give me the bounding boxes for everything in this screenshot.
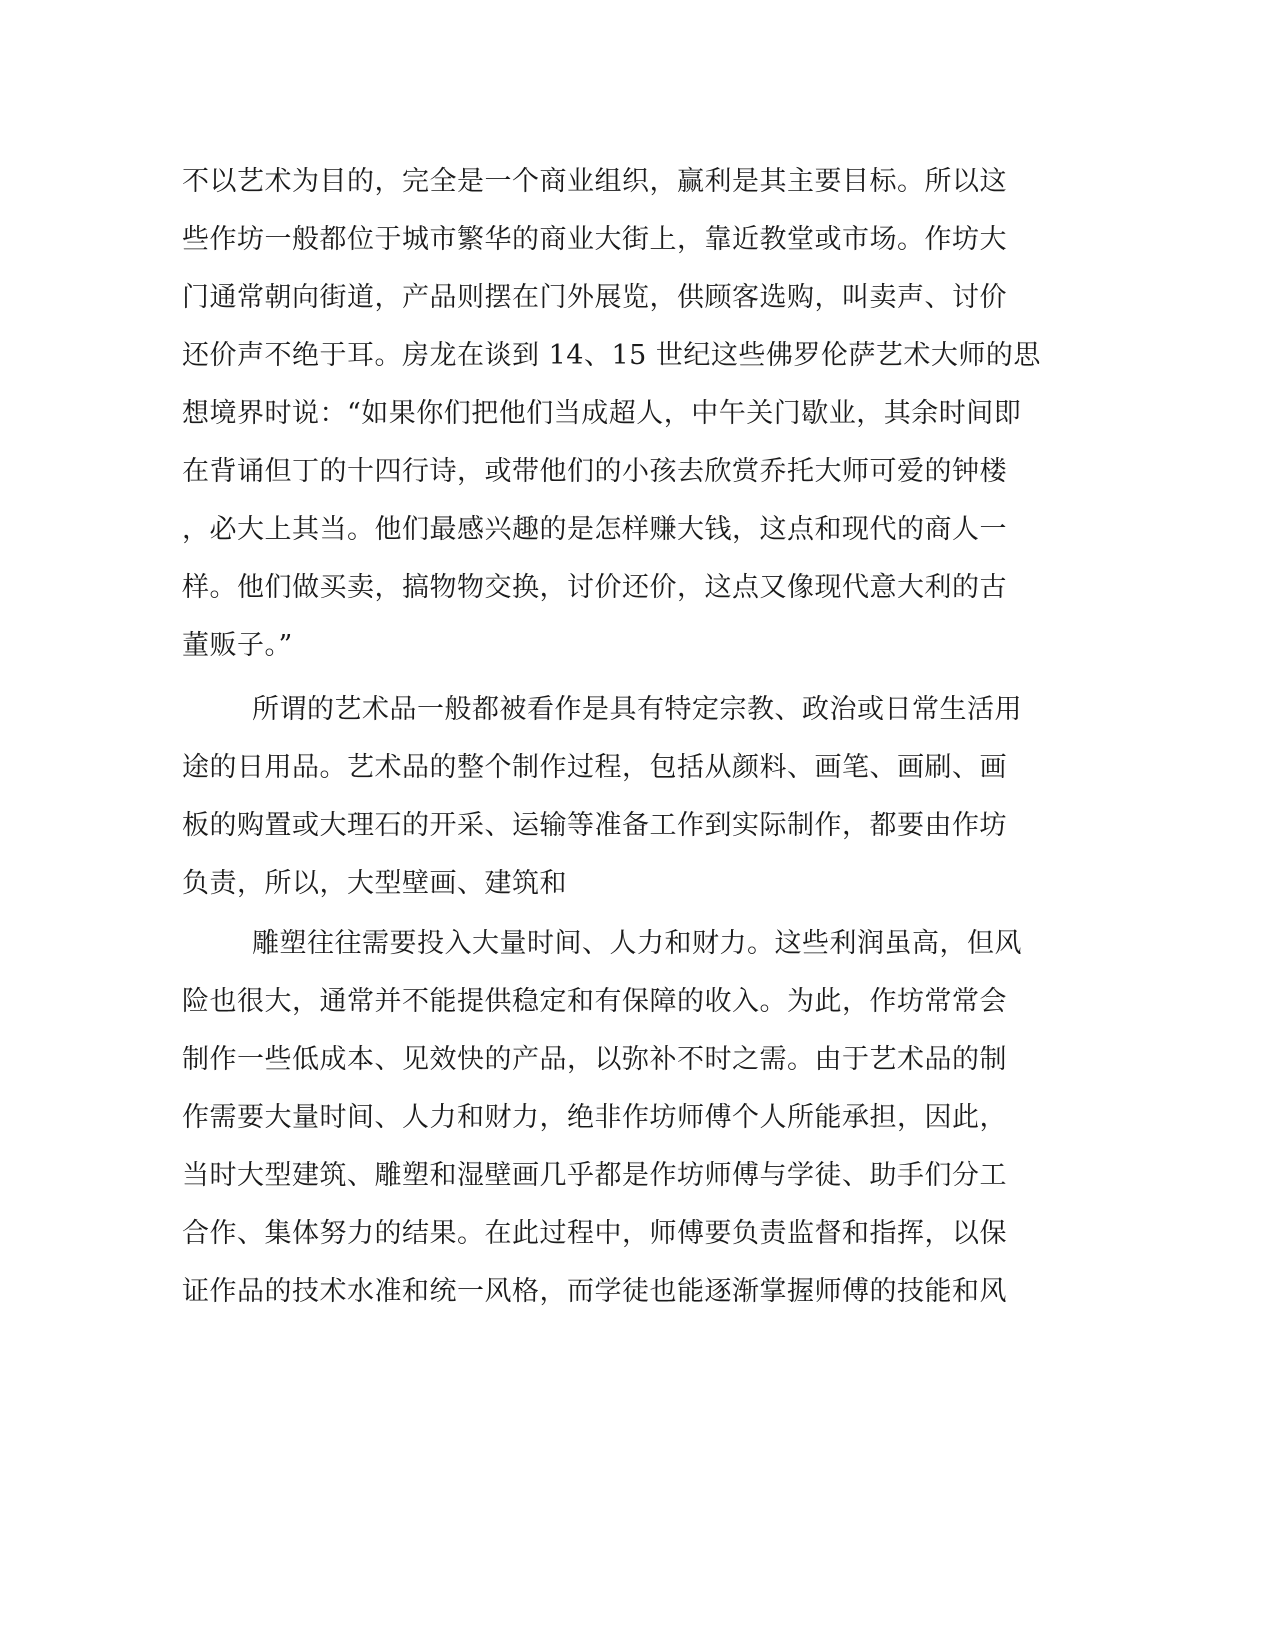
text-line: 还价声不绝于耳。房龙在谈到 14、15 世纪这些佛罗伦萨艺术大师的思	[182, 340, 1041, 371]
text-line: 负责，所以，大型壁画、建筑和	[182, 868, 567, 899]
text-line: ，必大上其当。他们最感兴趣的是怎样赚大钱，这点和现代的商人一	[182, 514, 1007, 545]
text-line: 证作品的技术水准和统一风格，而学徒也能逐渐掌握师傅的技能和风	[182, 1276, 1007, 1307]
text-line: 董贩子。”	[182, 630, 293, 661]
text-line: 合作、集体努力的结果。在此过程中，师傅要负责监督和指挥，以保	[182, 1218, 1007, 1249]
text-line: 不以艺术为目的，完全是一个商业组织，赢利是其主要目标。所以这	[182, 166, 1007, 197]
paragraph-first-line: 所谓的艺术品一般都被看作是具有特定宗教、政治或日常生活用	[252, 694, 1022, 725]
text-line: 险也很大，通常并不能提供稳定和有保障的收入。为此，作坊常常会	[182, 986, 1007, 1017]
text-line: 当时大型建筑、雕塑和湿壁画几乎都是作坊师傅与学徒、助手们分工	[182, 1160, 1007, 1191]
text-line: 些作坊一般都位于城市繁华的商业大街上，靠近教堂或市场。作坊大	[182, 224, 1007, 255]
paragraph-first-line: 雕塑往往需要投入大量时间、人力和财力。这些利润虽高，但风	[252, 928, 1022, 959]
text-line: 在背诵但丁的十四行诗，或带他们的小孩去欣赏乔托大师可爱的钟楼	[182, 456, 1007, 487]
text-line: 制作一些低成本、见效快的产品，以弥补不时之需。由于艺术品的制	[182, 1044, 1007, 1075]
text-line: 板的购置或大理石的开采、运输等准备工作到实际制作，都要由作坊	[182, 810, 1007, 841]
text-line: 门通常朝向街道，产品则摆在门外展览，供顾客选购，叫卖声、讨价	[182, 282, 1007, 313]
text-line: 想境界时说：“如果你们把他们当成超人，中午关门歇业，其余时间即	[182, 398, 1022, 429]
text-line: 样。他们做买卖，搞物物交换，讨价还价，这点又像现代意大利的古	[182, 572, 1007, 603]
text-line: 途的日用品。艺术品的整个制作过程，包括从颜料、画笔、画刷、画	[182, 752, 1007, 783]
text-line: 作需要大量时间、人力和财力，绝非作坊师傅个人所能承担，因此，	[182, 1102, 1007, 1133]
